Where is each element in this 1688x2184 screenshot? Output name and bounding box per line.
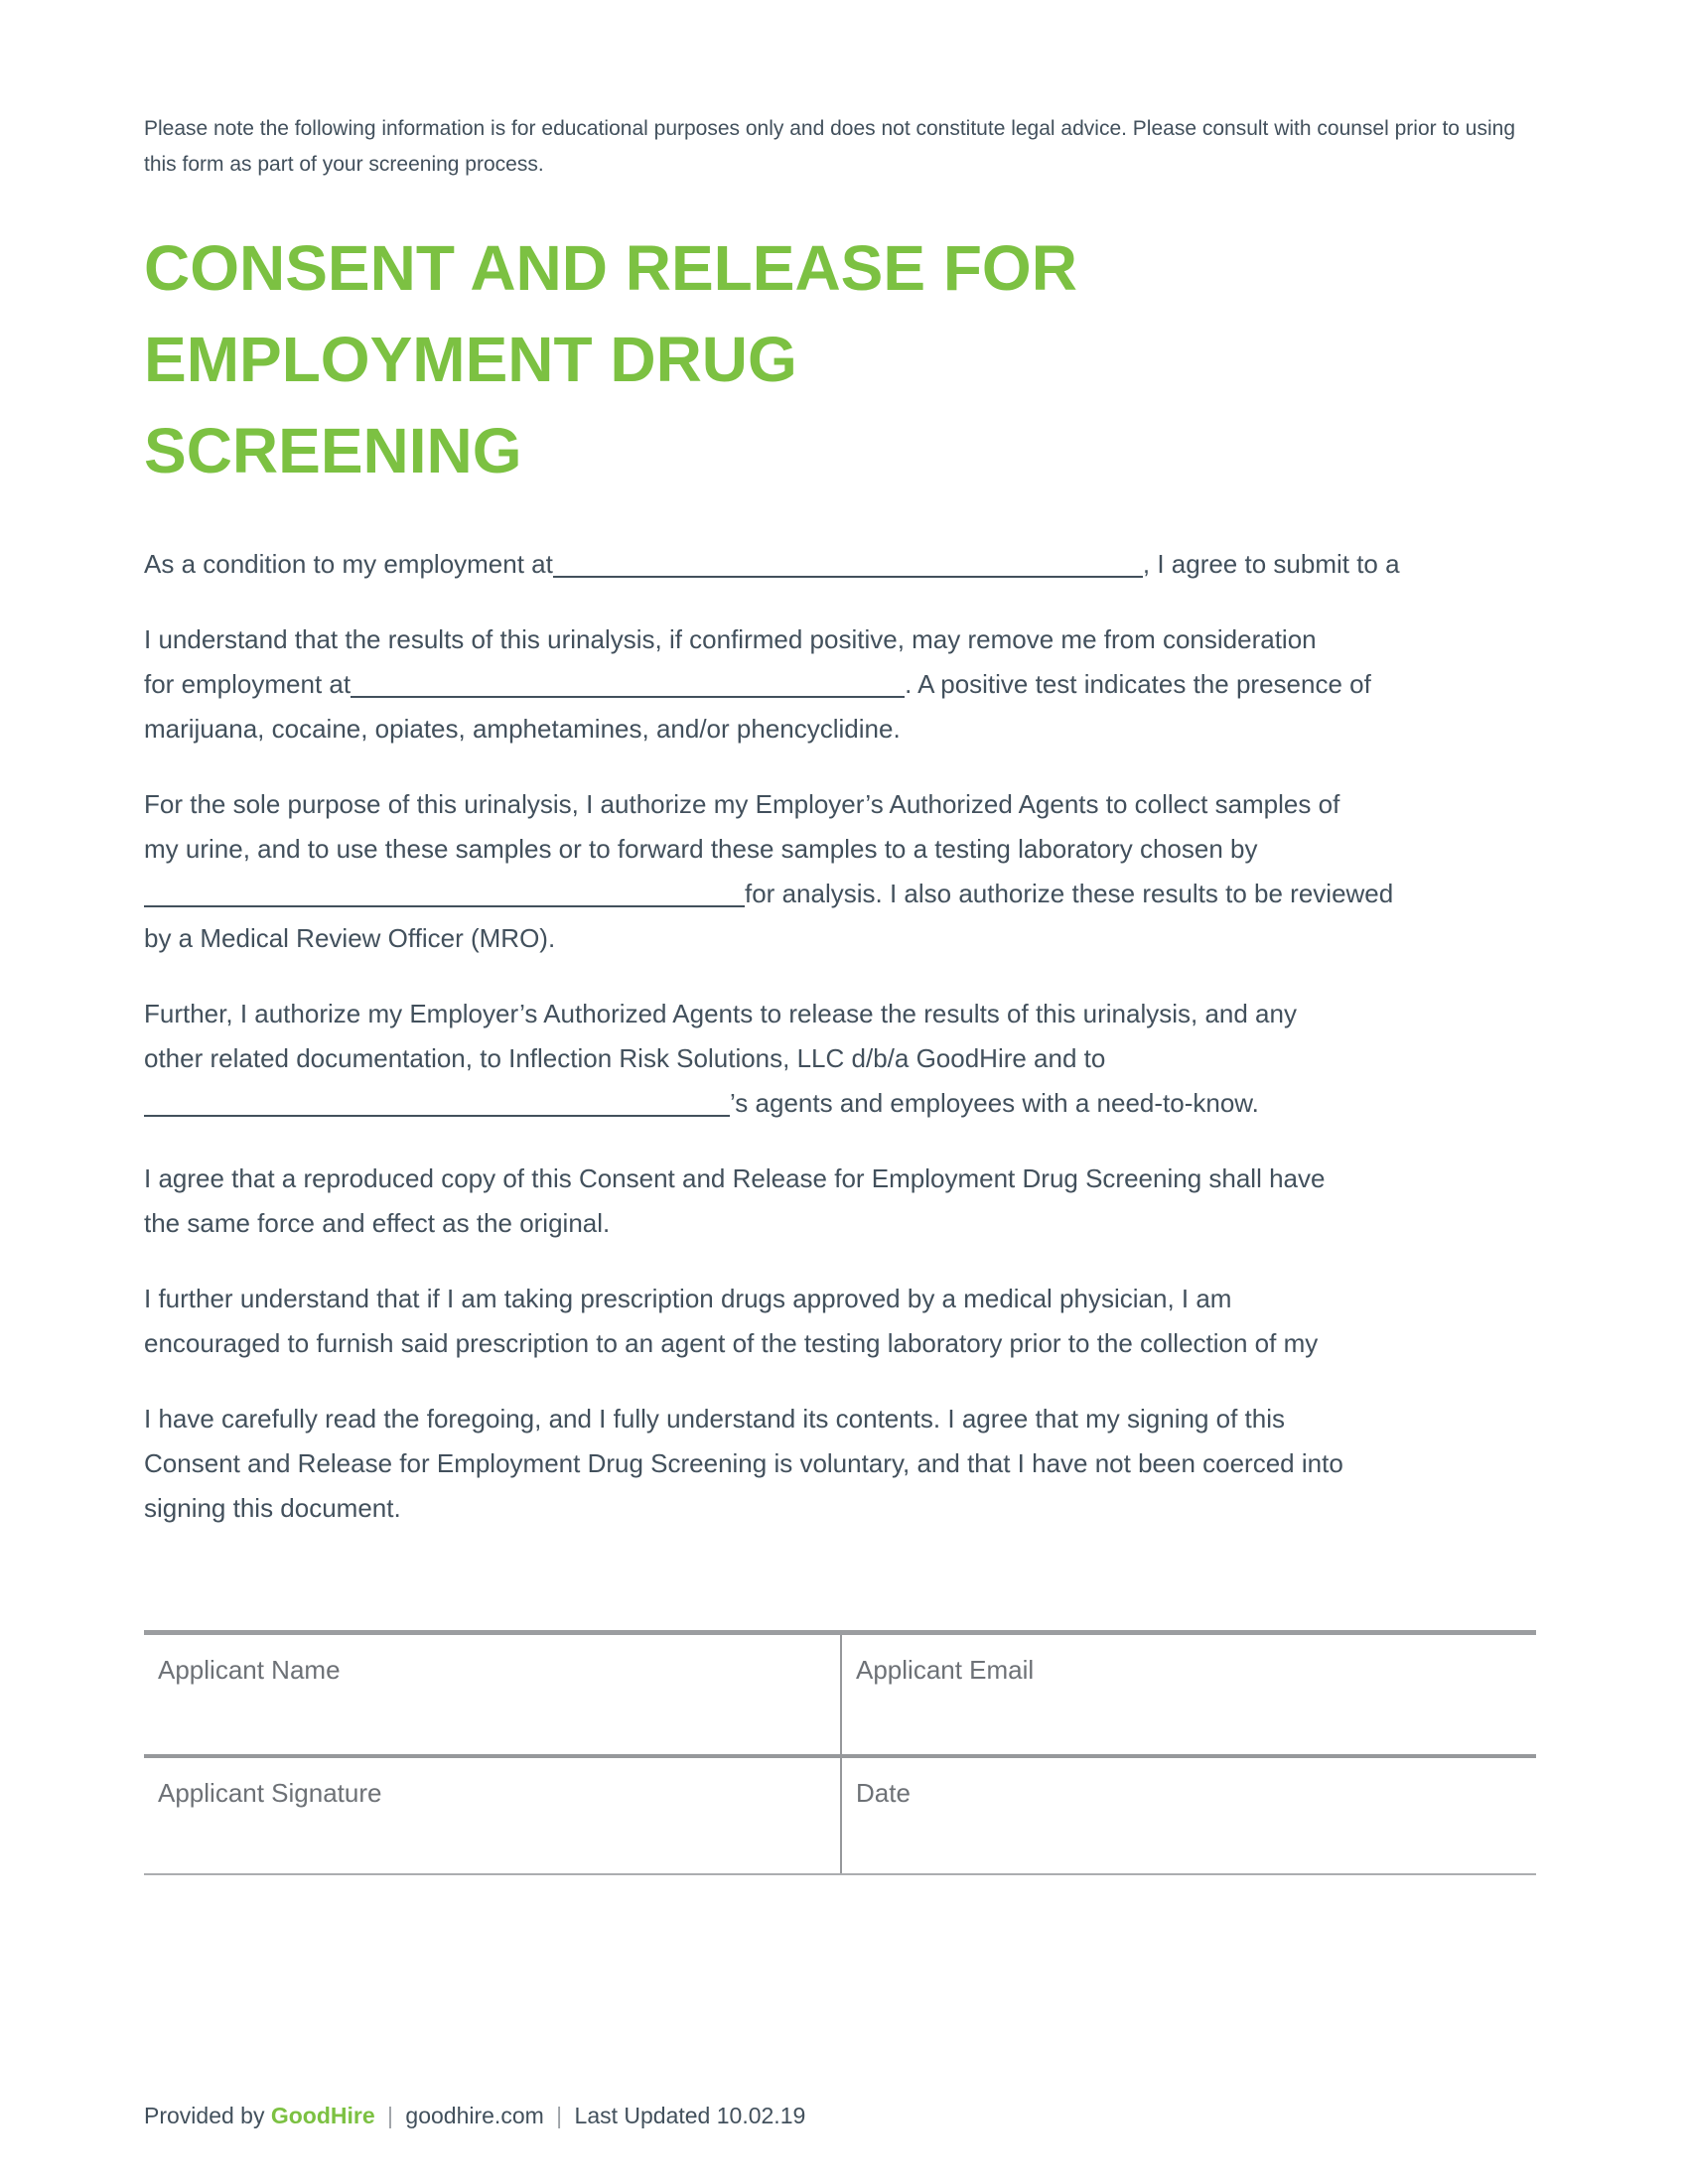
paragraph-urinalysis-results xyxy=(144,617,1539,751)
text-run: Further, I authorize my Employer’s Authorized Agents to release the results of this urinalysis, and any xyxy=(144,999,1297,1028)
fill-in-blank xyxy=(553,576,1143,578)
text-line xyxy=(144,707,1539,751)
paragraph-prescription-drugs xyxy=(144,1277,1539,1366)
text-line xyxy=(144,1081,1539,1126)
paragraph-release-results xyxy=(144,992,1539,1126)
text-run: this form as part of your screening process. xyxy=(144,153,544,176)
applicant-email-field: Applicant Email xyxy=(840,1635,1536,1754)
footer xyxy=(144,2103,805,2129)
text-run: Consent and Release for Employment Drug Screening is voluntary, and that I have not been coerced into xyxy=(144,1448,1343,1478)
text-run: encouraged to furnish said prescription to an agent of the testing laboratory prior to the collection of my xyxy=(144,1328,1319,1358)
text-run: other related documentation, to Inflection Risk Solutions, LLC d/b/a GoodHire and to xyxy=(144,1043,1106,1073)
paragraph-employment-condition xyxy=(144,542,1539,587)
fill-in-blank xyxy=(144,1115,730,1117)
text-line xyxy=(144,662,1539,707)
text-run: . A positive test indicates the presence of xyxy=(905,669,1371,699)
brand-name: GoodHire xyxy=(270,2103,375,2128)
text-line xyxy=(144,405,1539,496)
text-run: I agree that a reproduced copy of this Consent and Release for Employment Drug Screening shall have xyxy=(144,1163,1326,1193)
text-run: I have carefully read the foregoing, and I fully understand its contents. I agree that my signing of this xyxy=(144,1404,1286,1433)
fill-in-blank xyxy=(144,905,745,907)
text-run: for analysis. I also authorize these results to be reviewed xyxy=(745,879,1394,908)
text-line xyxy=(144,111,1539,147)
text-run: marijuana, cocaine, opiates, amphetamines, and/or phencyclidine. xyxy=(144,714,901,744)
table-row xyxy=(144,1754,1536,1873)
text-line xyxy=(144,222,1539,314)
table-row xyxy=(144,1635,1536,1754)
legal-disclaimer xyxy=(144,111,1539,183)
applicant-signature-field: Applicant Signature xyxy=(158,1778,382,1808)
text-line xyxy=(144,1201,1539,1246)
text-line xyxy=(144,1397,1539,1441)
text-run: signing this document. xyxy=(144,1493,401,1523)
text-run: I further understand that if I am taking prescription drugs approved by a medical physician, I am xyxy=(144,1284,1232,1313)
footer-last-updated: Last Updated 10.02.19 xyxy=(574,2103,806,2128)
text-line xyxy=(144,1157,1539,1201)
text-run: ’s agents and employees with a need-to-know. xyxy=(730,1088,1259,1118)
footer-separator: | xyxy=(556,2103,563,2128)
text-line xyxy=(144,1036,1539,1081)
text-line xyxy=(144,827,1539,872)
text-run: for employment at xyxy=(144,669,352,699)
text-run: As a condition to my employment at xyxy=(144,549,553,579)
footer-provided-by: Provided by xyxy=(144,2103,265,2128)
text-line xyxy=(144,1486,1539,1531)
text-line xyxy=(144,992,1539,1036)
text-run: SCREENING xyxy=(144,415,522,486)
text-line xyxy=(144,542,1539,587)
text-run: , I agree to submit to a xyxy=(1142,549,1400,579)
paragraph-reproduced-copy xyxy=(144,1157,1539,1246)
applicant-name-field: Applicant Name xyxy=(158,1655,341,1685)
date-field: Date xyxy=(840,1758,1536,1873)
text-line xyxy=(144,872,1539,916)
text-run: CONSENT AND RELEASE FOR xyxy=(144,232,1077,304)
text-line xyxy=(144,1277,1539,1321)
fill-in-blank xyxy=(351,696,905,698)
text-run: my urine, and to use these samples or to forward these samples to a testing laboratory chosen by xyxy=(144,834,1258,864)
text-line xyxy=(144,617,1539,662)
paragraph-voluntary-signing xyxy=(144,1397,1539,1531)
page-title xyxy=(144,222,1539,496)
text-line xyxy=(144,147,1539,183)
text-run: the same force and effect as the original. xyxy=(144,1208,611,1238)
text-line xyxy=(144,782,1539,827)
text-run: by a Medical Review Officer (MRO). xyxy=(144,923,556,953)
text-run: Please note the following information is for educational purposes only and does not constitute legal advice. Please consult with counsel prior to using xyxy=(144,117,1515,140)
signature-table xyxy=(144,1630,1536,1875)
text-line xyxy=(144,314,1539,405)
paragraph-sample-collection xyxy=(144,782,1539,961)
consent-body xyxy=(144,542,1539,1531)
text-line xyxy=(144,1441,1539,1486)
text-run: I understand that the results of this urinalysis, if confirmed positive, may remove me from consideration xyxy=(144,624,1317,654)
footer-separator: | xyxy=(387,2103,394,2128)
text-run: EMPLOYMENT DRUG xyxy=(144,324,797,395)
text-line xyxy=(144,916,1539,961)
footer-website: goodhire.com xyxy=(405,2103,544,2128)
text-run: For the sole purpose of this urinalysis, I authorize my Employer’s Authorized Agents to collect samples of xyxy=(144,789,1340,819)
text-line xyxy=(144,1321,1539,1366)
